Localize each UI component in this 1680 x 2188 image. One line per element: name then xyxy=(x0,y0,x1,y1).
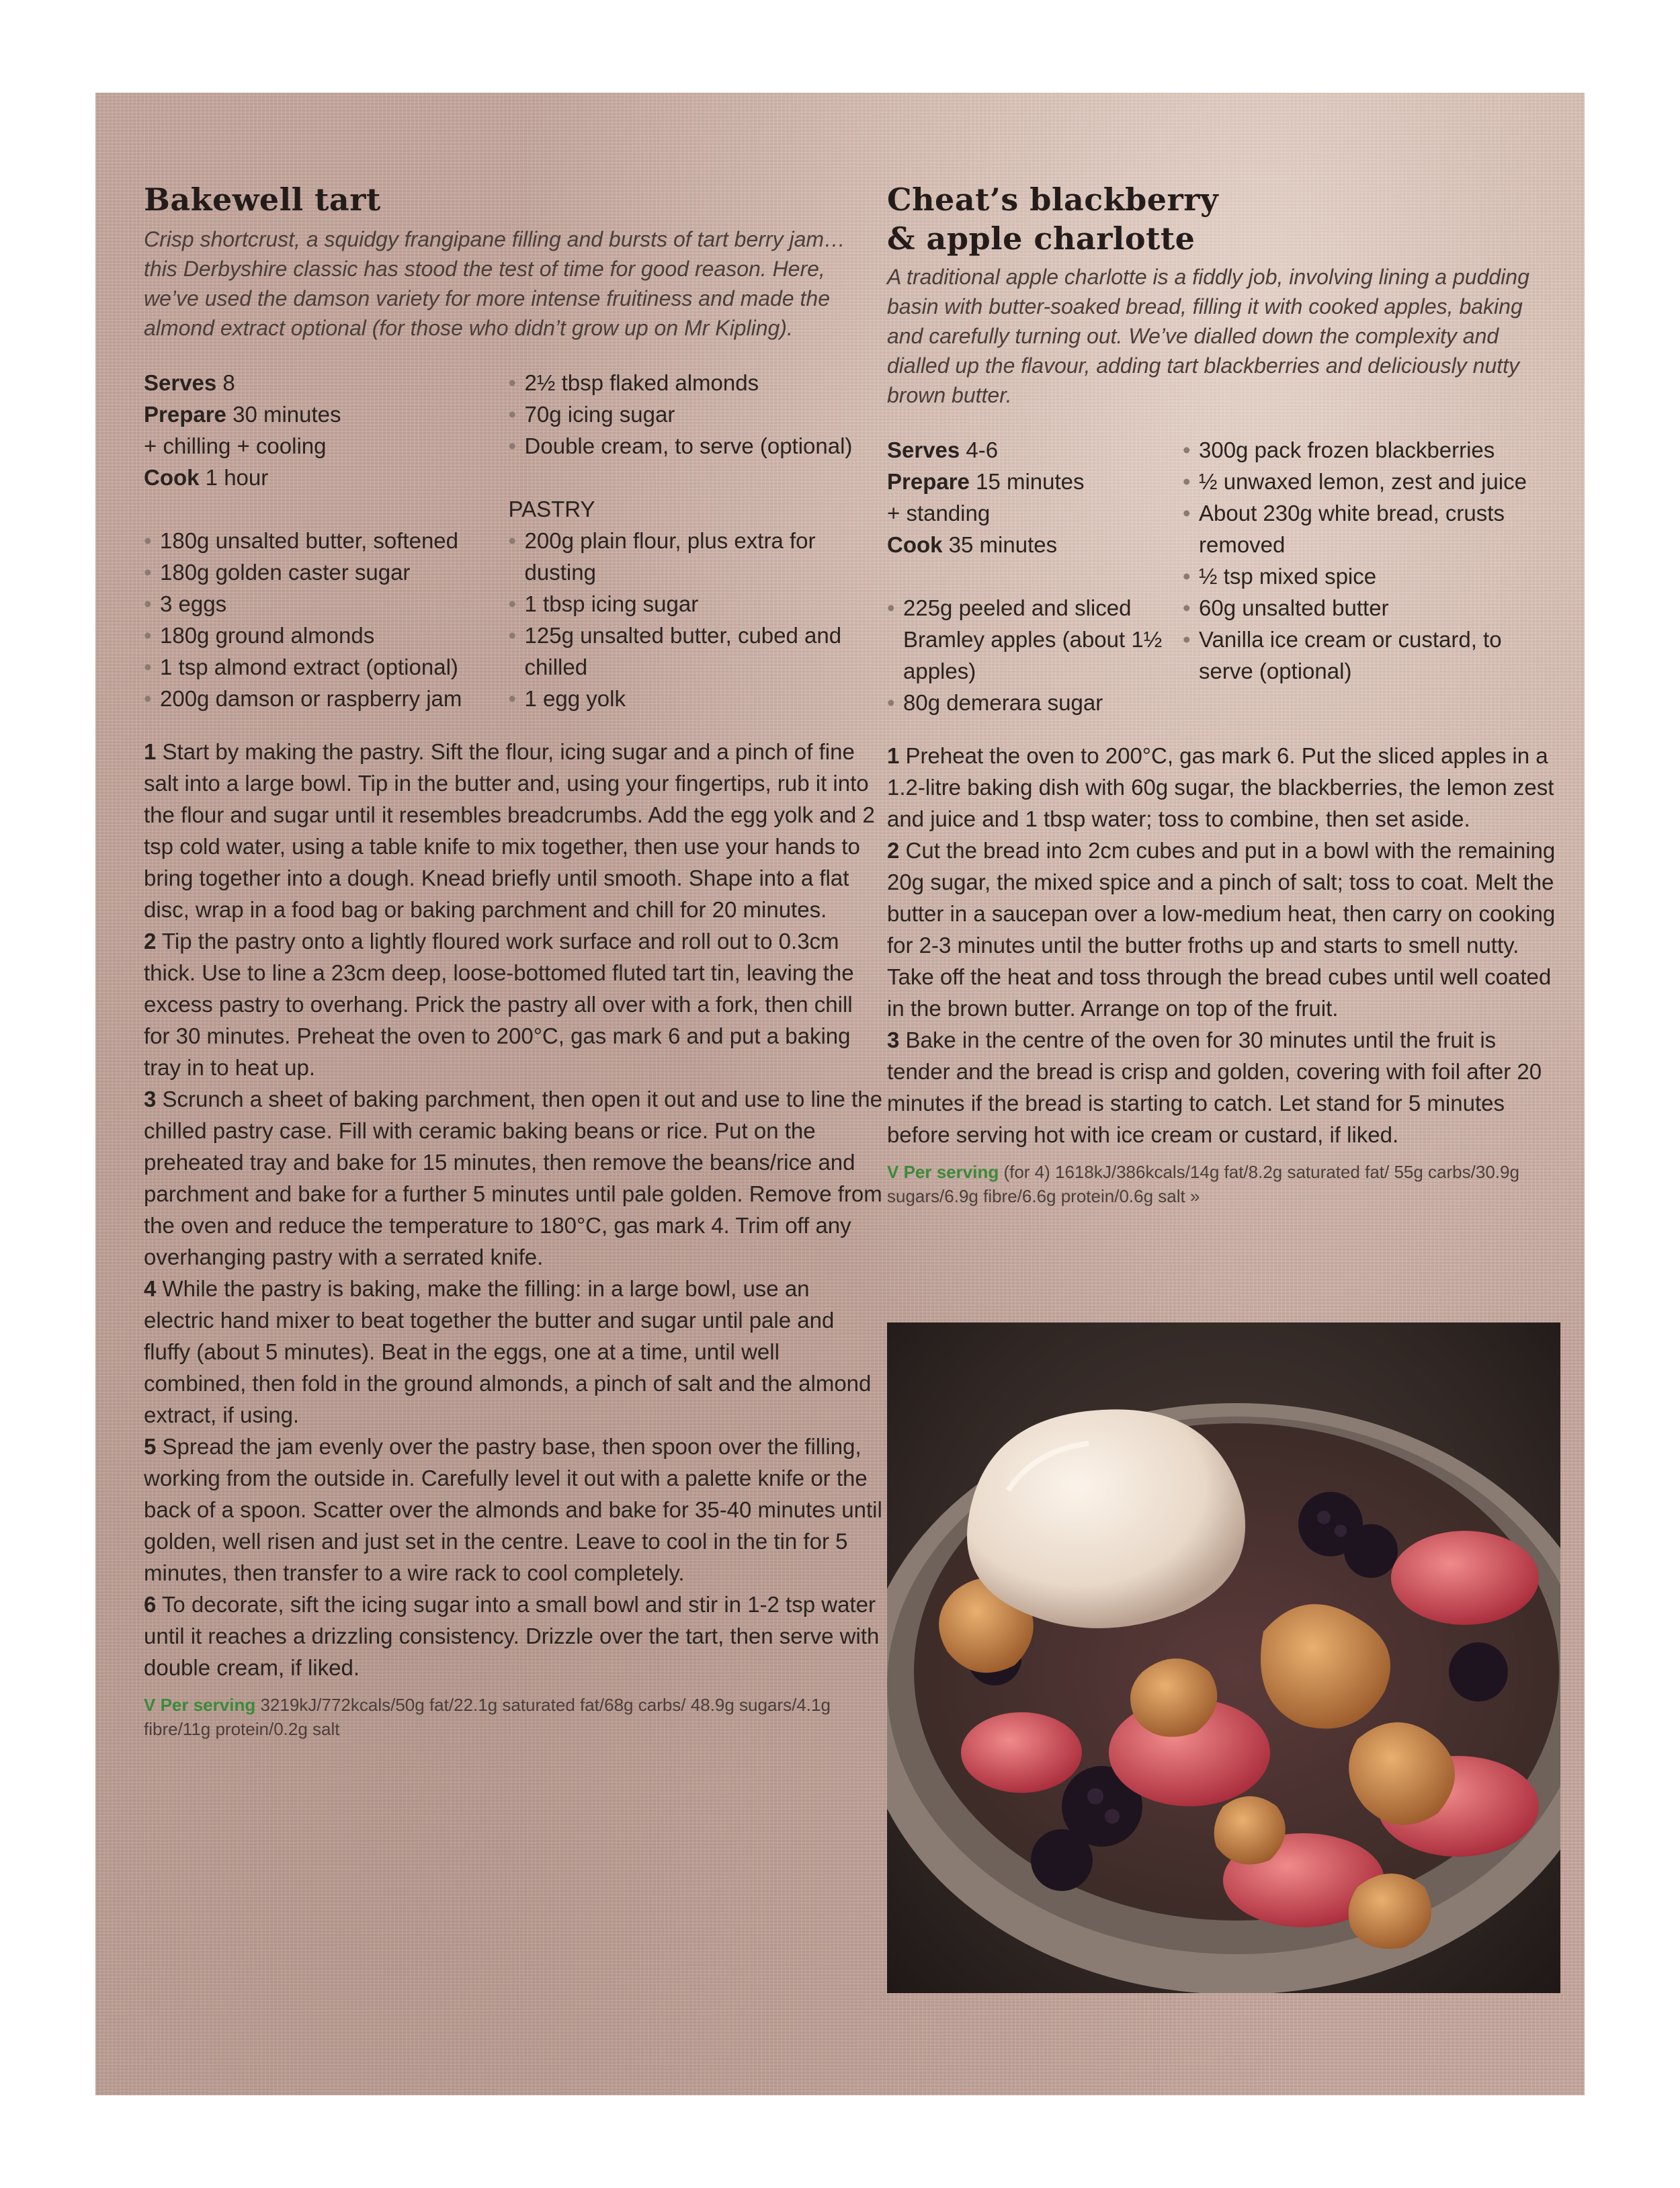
charlotte-intro: A traditional apple charlotte is a fiddly job, involving lining a pudding basin with butter-soaked bread, filling it with cooked apples, baking and carefully turning out. We’ve dialled down the complexity and dialled up the flavour, adding tart blackberries and deliciously nutty brown butter. xyxy=(887,265,1529,407)
charlotte-info-row xyxy=(887,434,1559,718)
bakewell-recipe xyxy=(144,180,883,1741)
charlotte-title: Cheat’s blackberry & apple charlotte xyxy=(887,181,1219,257)
bakewell-cook: Cook 1 hour xyxy=(144,465,269,490)
charlotte-ingredients-extra xyxy=(1183,434,1559,687)
vegetarian-icon: V xyxy=(887,1162,899,1182)
method-step: 1 Start by making the pastry. Sift the flour, icing sugar and a pinch of fine salt into a large bowl. Tip in the butter and, using your fingertips, rub it into the flour and sugar until it resembles breadcrumbs. Add the egg yolk and 2 tsp cold water, using a table knife to mix together, then use your hands to bring together into a dough. Knead briefly until smooth. Shape into a flat disc, wrap in a food bag or baking parchment and chill for 20 minutes. xyxy=(144,739,875,922)
charlotte-prepare-extra: + standing xyxy=(887,501,991,525)
method-step: 1 Preheat the oven to 200°C, gas mark 6. Put the sliced apples in a 1.2-litre baking dish with 60g sugar, the blackberries, the lemon zest and juice and 1 tbsp water; toss to combine, then set aside. xyxy=(887,743,1554,831)
ingredient: • ½ tsp mixed spice xyxy=(1183,560,1559,592)
ingredient: • Double cream, to serve (optional) xyxy=(509,430,883,462)
bakewell-ingredients xyxy=(144,525,509,714)
bakewell-info-row xyxy=(144,367,883,714)
bakewell-prepare-extra: + chilling + cooling xyxy=(144,433,327,458)
method-step: 3 Scrunch a sheet of baking parchment, then open it out and use to line the chilled pastry case. Fill with ceramic baking beans or rice. Put on the preheated tray and bake for 15 minutes, then remove the beans/rice and parchment and bake for a further 5 minutes until pale golden. Remove from the oven and reduce the temperature to 180°C, gas mark 4. Trim off any overhanging pastry with a serrated knife. xyxy=(144,1087,882,1269)
ingredient: • 180g ground almonds xyxy=(144,620,509,651)
method-step: 2 Cut the bread into 2cm cubes and put in a bowl with the remaining 20g sugar, the mixed spice and a pinch of salt; toss to coat. Melt the butter in a saucepan over a low-medium heat, then carry on cooking for 2-3 minutes until the butter froths up and starts to smell nutty. Take off the heat and toss through the bread cubes until well coated in the brown butter. Arrange on top of the fruit. xyxy=(887,838,1556,1021)
method-step: 5 Spread the jam evenly over the pastry base, then spoon over the filling, working from the outside in. Carefully level it out with a palette knife or the back of a spoon. Scatter over the almonds and bake for 35-40 minutes until golden, well risen and just set in the centre. Leave to cool in the tin for 5 minutes, then transfer to a wire rack to cool completely. xyxy=(144,1434,882,1585)
pastry-heading: PASTRY xyxy=(508,497,595,521)
pastry-ingredients xyxy=(509,525,883,714)
ingredient: • 225g peeled and sliced Bramley apples (about 1½ apples) xyxy=(887,592,1183,687)
ingredient: • 125g unsalted butter, cubed and chilled xyxy=(509,620,883,683)
charlotte-photo xyxy=(887,1322,1560,1993)
ingredient: • 60g unsalted butter xyxy=(1183,592,1559,624)
ingredient: • 80g demerara sugar xyxy=(887,687,1183,718)
ingredient: • 180g golden caster sugar xyxy=(144,556,509,588)
charlotte-cook: Cook 35 minutes xyxy=(887,532,1058,557)
ingredient: • 300g pack frozen blackberries xyxy=(1183,434,1559,466)
ingredient: • Vanilla ice cream or custard, to serve (optional) xyxy=(1183,624,1559,687)
ingredient: • 70g icing sugar xyxy=(509,398,883,430)
bakewell-serves: Serves 8 xyxy=(144,370,235,395)
bakewell-ingredients-extra xyxy=(509,367,883,462)
charlotte-ingredients xyxy=(887,592,1183,718)
bakewell-prepare: Prepare 30 minutes xyxy=(144,402,341,427)
ingredient: • 200g plain flour, plus extra for dusting xyxy=(509,525,883,588)
ingredient: • 1 egg yolk xyxy=(509,683,883,714)
ingredient: • 1 tsp almond extract (optional) xyxy=(144,651,509,683)
bakewell-title: Bakewell tart xyxy=(144,181,381,218)
vegetarian-icon: V xyxy=(144,1695,156,1715)
ingredient: • 3 eggs xyxy=(144,588,509,620)
ingredient: • ½ unwaxed lemon, zest and juice xyxy=(1183,466,1559,497)
bakewell-intro: Crisp shortcrust, a squidgy frangipane filling and bursts of tart berry jam… this Derbyshire classic has stood the test of time for good reason. Here, we’ve used the damson variety for more intense fruitiness and made the almond extract optional (for those who didn’t grow up on Mr Kipling). xyxy=(144,227,846,340)
method-step: 3 Bake in the centre of the oven for 30 minutes until the fruit is tender and the bread is crisp and golden, covering with foil after 20 minutes if the bread is starting to catch. Let stand for 5 minutes before serving hot with ice cream or custard, if liked. xyxy=(887,1027,1542,1147)
ingredient: • 200g damson or raspberry jam xyxy=(144,683,509,714)
charlotte-recipe xyxy=(887,180,1559,1208)
method-step: 2 Tip the pastry onto a lightly floured work surface and roll out to 0.3cm thick. Use to line a 23cm deep, loose-bottomed fluted tart tin, leaving the excess pastry to overhang. Prick the pastry all over with a fork, then chill for 30 minutes. Preheat the oven to 200°C, gas mark 6 and put a baking tray in to heat up. xyxy=(144,929,854,1080)
ingredient: • About 230g white bread, crusts removed xyxy=(1183,497,1559,560)
charlotte-serves: Serves 4-6 xyxy=(887,437,999,462)
charlotte-nutrition: V Per serving (for 4) 1618kJ/386kcals/14g fat/8.2g saturated fat/ 55g carbs/30.9g sugars/6.9g fibre/6.6g protein/0.6g salt » xyxy=(887,1162,1519,1206)
bakewell-method xyxy=(144,736,883,1683)
ingredient: • 1 tbsp icing sugar xyxy=(509,588,883,620)
method-step: 4 While the pastry is baking, make the filling: in a large bowl, use an electric hand mixer to beat together the butter and sugar until pale and fluffy (about 5 minutes). Beat in the eggs, one at a time, until well combined, then fold in the ground almonds, a pinch of salt and the almond extract, if using. xyxy=(144,1276,872,1427)
bakewell-nutrition: V Per serving 3219kJ/772kcals/50g fat/22.1g saturated fat/68g carbs/ 48.9g sugars/4.1g fibre/11g protein/0.2g salt xyxy=(144,1695,831,1739)
recipe-page xyxy=(95,93,1585,2095)
ingredient: • 180g unsalted butter, softened xyxy=(144,525,509,556)
method-step: 6 To decorate, sift the icing sugar into a small bowl and stir in 1-2 tsp water until it reaches a drizzling consistency. Drizzle over the tart, then serve with double cream, if liked. xyxy=(144,1592,880,1680)
ice-cream-scoop xyxy=(967,1409,1245,1628)
ingredient: • 2½ tbsp flaked almonds xyxy=(509,367,883,398)
charlotte-prepare: Prepare 15 minutes xyxy=(887,469,1085,494)
dessert-bowl-illustration xyxy=(887,1322,1560,1993)
charlotte-method xyxy=(887,740,1559,1150)
